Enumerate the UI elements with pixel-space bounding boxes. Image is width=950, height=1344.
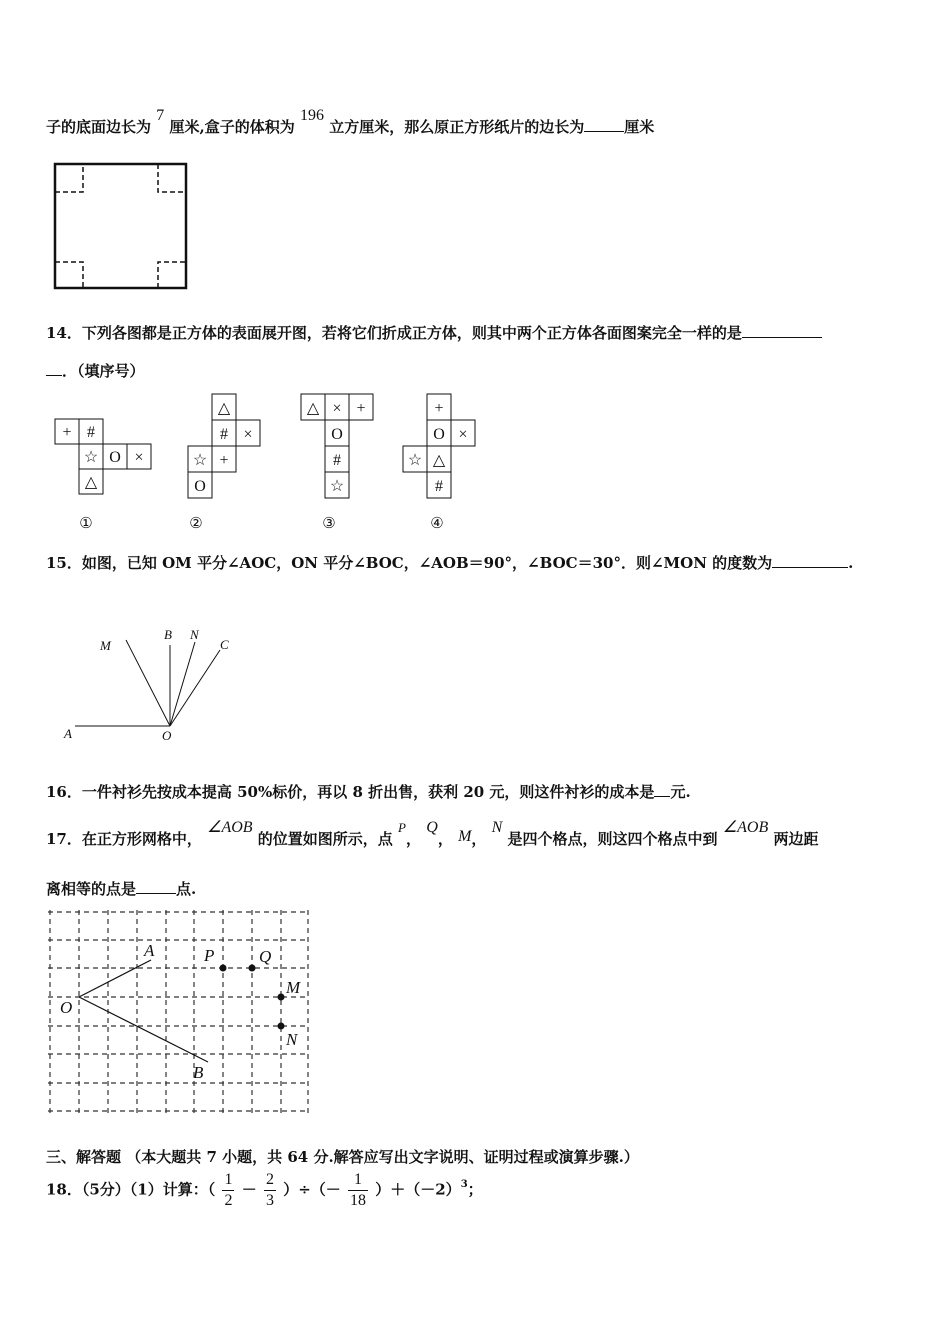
grid-label-Q: Q: [259, 947, 272, 966]
q17-point-m: M: [458, 828, 472, 845]
q17-point-p: P: [398, 820, 406, 835]
net3-circle: O: [331, 426, 343, 443]
net3-triangle: △: [306, 400, 320, 417]
grid-label-N: N: [286, 1030, 298, 1049]
q17-angle-2: ∠AOB: [722, 819, 769, 836]
label-B: B: [164, 627, 172, 642]
cube-nets-figure: [0, 390, 500, 540]
q17-answer-blank[interactable]: [136, 879, 176, 894]
q17-text-3: 是四个格点，则这四个格点中到: [507, 830, 718, 848]
q18-fraction-1: $\frac{1}{2}$: [224, 1171, 233, 1209]
grid-label-M: M: [286, 978, 301, 997]
q18-fraction-3: $\frac{1}{18}$: [350, 1171, 367, 1209]
net2-hash: #: [220, 426, 228, 443]
q13-text-2: 厘米,盒子的体积为: [169, 118, 295, 136]
label-C: C: [220, 637, 229, 652]
net2-plus: +: [219, 452, 229, 469]
q14-line2: [46, 360, 145, 381]
q16-line: [46, 781, 691, 802]
q17-text-4: 两边距: [773, 830, 819, 848]
section3-title: 三、解答题: [46, 1148, 122, 1166]
q15-end: .: [848, 554, 854, 572]
q13-side-length: 7: [156, 107, 165, 124]
net-label-1: ①: [79, 516, 93, 532]
q17-text-6: 点.: [176, 880, 197, 898]
net-label-4: ④: [430, 516, 444, 532]
q16-answer-blank[interactable]: [654, 782, 670, 797]
q16-text: 16．一件衬衫先按成本提高 50%标价，再以 8 折出售，获利 20 元，则这件衬衫的成本是: [46, 783, 655, 801]
label-M: M: [100, 638, 111, 653]
q14-text-2: ．（填序号）: [62, 362, 145, 380]
q18-exponent: 3: [460, 1178, 468, 1190]
net4-hash: #: [435, 478, 443, 495]
net1-star: ☆: [83, 449, 99, 466]
section3-note: （本大题共 7 小题，共 64 分.解答应写出文字说明、证明过程或演算步骤.）: [126, 1148, 639, 1166]
q17-text-1: 17．在正方形网格中，: [46, 830, 202, 848]
net4-plus: +: [434, 400, 444, 417]
label-A: A: [64, 726, 72, 741]
label-N: N: [190, 627, 199, 642]
q17-line2: [46, 878, 196, 899]
q13-answer-blank[interactable]: [584, 117, 624, 132]
q17-point-q: Q: [426, 819, 438, 836]
net1-plus: +: [62, 424, 72, 441]
net4-cross: ×: [458, 426, 468, 443]
q15-text: 15．如图，已知 OM 平分∠AOC，ON 平分∠BOC，∠AOB＝90°，∠BOC＝30°．则∠MON 的度数为: [46, 554, 773, 572]
net2-star: ☆: [192, 452, 208, 469]
q13-square-figure: [50, 160, 195, 295]
net2-triangle: △: [217, 400, 231, 417]
net4-star: ☆: [407, 452, 423, 469]
q13-text-1: 子的底面边长为: [46, 118, 152, 136]
net2-circle: O: [194, 478, 206, 495]
net3-plus: +: [356, 400, 366, 417]
net3-hash: #: [333, 452, 341, 469]
q17-text-5: 离相等的点是: [46, 880, 137, 898]
net3-cross: ×: [332, 400, 342, 417]
q14-text: 14．下列各图都是正方体的表面展开图，若将它们折成正方体，则其中两个正方体各面图案完全一样的是: [46, 324, 742, 342]
net1-hash: #: [87, 424, 95, 441]
q17-grid-figure: [48, 910, 313, 1115]
q13-line: [46, 107, 655, 137]
q17-point-n: N: [491, 819, 503, 836]
net2-cross: ×: [243, 426, 253, 443]
q15-line: [46, 552, 853, 573]
q13-volume: 196: [299, 107, 324, 124]
q18-prefix: 18．（5分）（1）计算：（: [46, 1180, 216, 1199]
q13-text-3: 立方厘米，那么原正方形纸片的边长为: [329, 118, 585, 136]
q17-angle: ∠AOB: [207, 819, 253, 836]
net4-triangle: △: [432, 452, 446, 469]
net1-circle: O: [109, 449, 121, 466]
q16-end: 元.: [670, 783, 691, 801]
net1-cross: ×: [134, 449, 144, 466]
q14-answer-blank-cont[interactable]: [46, 361, 62, 376]
net3-star: ☆: [329, 478, 345, 495]
net-label-2: ②: [189, 516, 203, 532]
q15-answer-blank[interactable]: [772, 553, 848, 568]
label-O: O: [162, 728, 172, 743]
grid-label-B: B: [193, 1063, 204, 1082]
q17-line1: 17．在正方形网格中， ∠AOB 的位置如图所示，点 P， Q， M， N 是四个格点，则这四个格点中到 ∠AOB 两边距: [46, 819, 819, 848]
q14-answer-blank[interactable]: [742, 323, 822, 338]
grid-label-P: P: [204, 946, 215, 965]
section3-header: [46, 1146, 639, 1167]
q13-text-4: 厘米: [624, 118, 655, 136]
q15-angle-figure: [60, 620, 260, 750]
net1-triangle: △: [84, 474, 98, 491]
q17-text-2: 的位置如图所示，点: [257, 830, 393, 848]
grid-label-O: O: [60, 998, 73, 1017]
net-label-3: ③: [322, 516, 336, 532]
grid-label-A: A: [144, 941, 155, 960]
q14-line1: [46, 322, 822, 343]
q18-line: 18．（5分）（1）计算：（ $\frac{1}{2}$ － $\frac{2}{3}$ ）÷（－ $\frac{1}{18}$ ）$+(-2)^3$；: [46, 1171, 483, 1209]
q18-fraction-2: $\frac{2}{3}$: [265, 1171, 274, 1209]
net4-circle: O: [433, 426, 445, 443]
